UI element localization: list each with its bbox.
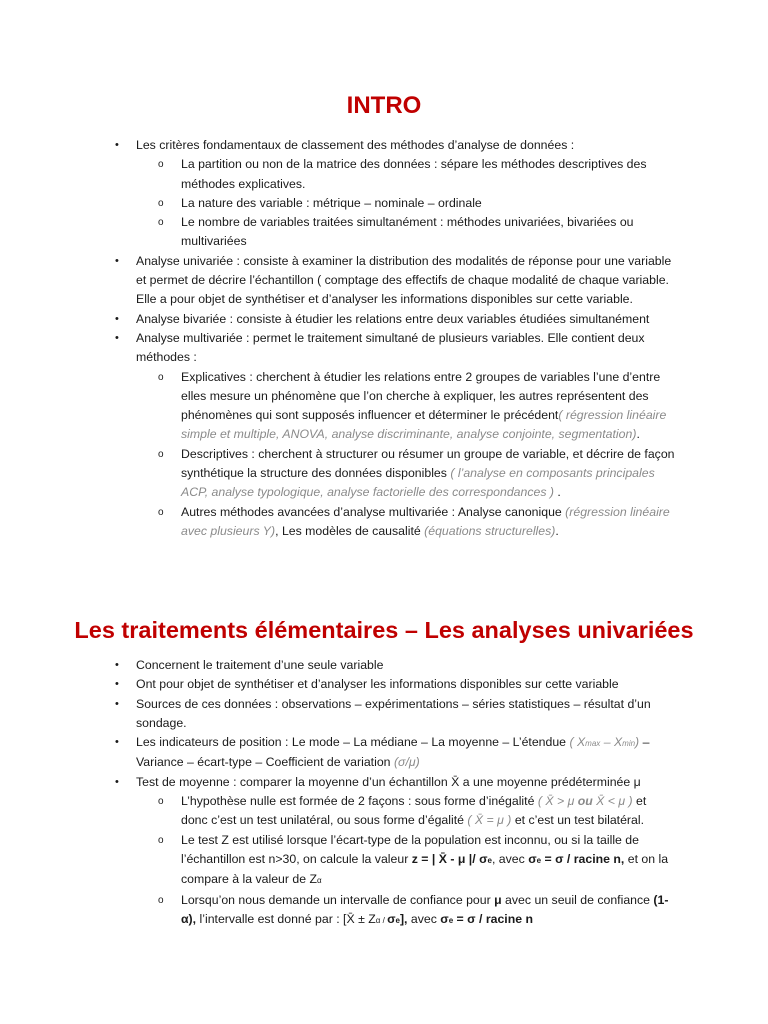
formula	[440, 912, 533, 926]
example-text: (σ/μ)	[393, 755, 420, 770]
confidence-level: (1- α),	[181, 892, 669, 926]
circle-bullet-icon: o	[158, 448, 164, 460]
item-text: La partition ou non de la matrice des données : sépare les méthodes descriptives des méthodes explicatives.	[181, 157, 647, 191]
item-text: Analyse univariée : consiste à examiner la distribution des modalités de réponse pour une variable et permet de décrire l’échantillon ( comptage des effectifs de chaque modalité de chaque variable. Elle a pour objet de synthétiser et d’analyser les informations disponibles sur cette variable.	[136, 253, 672, 307]
item-tail: .	[554, 485, 561, 500]
item-text: Descriptives : cherchent à structurer ou résumer un groupe de variable, et décrire de façon synthétique la structure des données disponibles	[181, 446, 675, 481]
formula	[528, 852, 624, 866]
example-text: (équations structurelles)	[424, 523, 556, 538]
mu-symbol: μ	[494, 892, 502, 907]
sub-list-item	[0, 213, 676, 252]
bullet-icon: •	[115, 312, 119, 325]
list-item	[0, 695, 676, 734]
formula-part: σ	[387, 911, 396, 926]
formula-part: σ	[440, 911, 449, 926]
item-tail: .	[555, 523, 559, 538]
sub-list-item	[0, 792, 676, 831]
example-text: X̄ < μ )	[596, 794, 633, 809]
list-item	[0, 733, 676, 773]
intro-section	[0, 136, 768, 541]
ex-part: – X	[600, 735, 623, 750]
item-text: avec un seuil de confiance	[501, 892, 654, 907]
sub-list-item	[0, 503, 676, 542]
sub-list-item	[0, 891, 676, 931]
circle-bullet-icon: o	[158, 894, 164, 906]
item-text: L’hypothèse nulle est formée de 2 façons : sous forme d’inégalité	[181, 794, 535, 809]
item-text: et donc c’est un test unilatéral, ou sous forme d’égalité	[181, 794, 647, 828]
sub-list	[136, 368, 676, 542]
ex-part: ( X	[569, 735, 586, 750]
circle-bullet-icon: o	[158, 506, 164, 518]
bullet-icon: •	[115, 697, 119, 710]
subscript: α	[317, 876, 322, 886]
item-text: Analyse multivariée : permet le traitement simultané de plusieurs variables. Elle contient deux méthodes :	[136, 330, 645, 365]
intro-heading: INTRO	[346, 92, 422, 119]
univariate-section	[0, 656, 768, 930]
formula	[387, 912, 407, 926]
subscript: e	[395, 915, 400, 925]
sub-list-item	[0, 155, 676, 194]
list-item	[0, 329, 676, 541]
section2-heading: Les traitements élémentaires – Les analyses univariées	[74, 617, 694, 643]
subscript: max	[585, 739, 601, 749]
bullet-icon: •	[115, 254, 119, 267]
item-text: Le nombre de variables traitées simultanément : méthodes univariées, bivariées ou multivariées	[181, 215, 634, 249]
item-text: Ont pour objet de synthétiser et d’analyser les informations disponibles sur cette variable	[136, 677, 619, 692]
item-text: Les critères fondamentaux de classement des méthodes d’analyse de données :	[136, 138, 575, 152]
item-text: Test de moyenne : comparer la moyenne d’un échantillon X̄ a une moyenne prédéterminée μ	[136, 774, 641, 789]
sub-list-item	[0, 445, 676, 503]
formula-part: z = | X̄ - μ |/ σ	[411, 851, 488, 866]
item-text: Les indicateurs de position : Le mode – La médiane – La moyenne – L’étendue	[136, 735, 567, 750]
subscript: e	[487, 855, 492, 865]
item-tail: .	[636, 427, 640, 442]
item-text: Le test Z est utilisé lorsque l’écart-type de la population est inconnu, ou si la taille de l’échantillon est n>30, on calcule la valeur	[181, 832, 639, 866]
item-text: Sources de ces données : observations – expérimentations – séries statistiques – résultat d’un sondage.	[136, 696, 651, 730]
univariate-list	[0, 656, 768, 930]
subscript: min	[622, 739, 636, 749]
example-text: ( régression linéaire simple et multiple, ANOVA, analyse discriminante, analyse conjointe, segmentation)	[181, 408, 667, 442]
bullet-icon: •	[115, 139, 119, 151]
example-text: ( X̄ > μ	[537, 794, 575, 809]
sub-list-item	[0, 194, 676, 213]
list-item	[0, 310, 676, 329]
formula	[412, 852, 492, 866]
item-text: et c’est un test bilatéral.	[511, 813, 645, 828]
bullet-icon: •	[115, 659, 119, 671]
sub-list-item	[0, 831, 676, 891]
formula-part: σ	[528, 851, 537, 866]
item-text: l’intervalle est donné par : [X̄ ± Z	[196, 911, 376, 926]
intro-list	[0, 136, 768, 541]
circle-bullet-icon: o	[158, 371, 164, 383]
item-mid: , Les modèles de causalité	[275, 523, 421, 538]
subscript: e	[448, 915, 454, 925]
circle-bullet-icon: o	[158, 159, 164, 171]
item-text: avec	[407, 911, 441, 926]
formula-part: = σ / racine n	[453, 911, 533, 926]
list-item	[0, 656, 676, 675]
item-text: et on la compare à la valeur de Z	[181, 851, 669, 887]
formula-part: = σ / racine n,	[541, 851, 625, 866]
bullet-icon: •	[115, 331, 119, 344]
item-text: Concernent le traitement d’une seule variable	[136, 658, 384, 672]
sub-list	[136, 155, 676, 251]
list-item	[0, 252, 676, 310]
circle-bullet-icon: o	[158, 197, 164, 209]
example-text: (régression linéaire avec plusieurs Y)	[181, 504, 670, 538]
item-text: , avec	[491, 851, 529, 866]
sub-list	[136, 792, 676, 930]
bullet-icon: •	[115, 736, 119, 749]
item-text: Explicatives : cherchent à étudier les relations entre 2 groupes de variables l’une d’entre elles mesure un phénomène que l’on cherche à expliquer, les autres représentent des phénomènes qui sont supposés influencer et déterminer le précédent	[181, 369, 661, 423]
item-text: Lorsqu’on nous demande un intervalle de confiance pour	[181, 892, 495, 907]
ou-text: ou	[574, 794, 597, 809]
list-item	[0, 773, 676, 930]
bullet-icon: •	[115, 775, 119, 788]
example-text: ( l’analyse en composants principales ACP, analyse typologique, analyse factorielle des correspondances )	[181, 466, 655, 500]
bullet-icon: •	[115, 678, 119, 691]
example-text: ( X̄ = μ )	[467, 813, 512, 828]
formula-part: ],	[399, 911, 408, 926]
circle-bullet-icon: o	[158, 834, 164, 846]
circle-bullet-icon: o	[158, 217, 164, 229]
sub-list-item	[0, 368, 676, 445]
item-text: – Variance – écart-type – Coefficient de variation	[136, 735, 650, 770]
list-item	[0, 675, 676, 694]
circle-bullet-icon: o	[158, 796, 164, 808]
example-text	[569, 735, 639, 749]
subscript: e	[536, 855, 542, 865]
item-text: La nature des variable : métrique – nominale – ordinale	[181, 195, 482, 210]
list-item	[0, 136, 676, 252]
item-text: Autres méthodes avancées d’analyse multivariée : Analyse canonique	[181, 504, 562, 519]
ex-part: )	[635, 735, 640, 750]
item-text: Analyse bivariée : consiste à étudier les relations entre deux variables étudiées simultanément	[136, 311, 650, 326]
subscript: α /	[375, 915, 388, 925]
